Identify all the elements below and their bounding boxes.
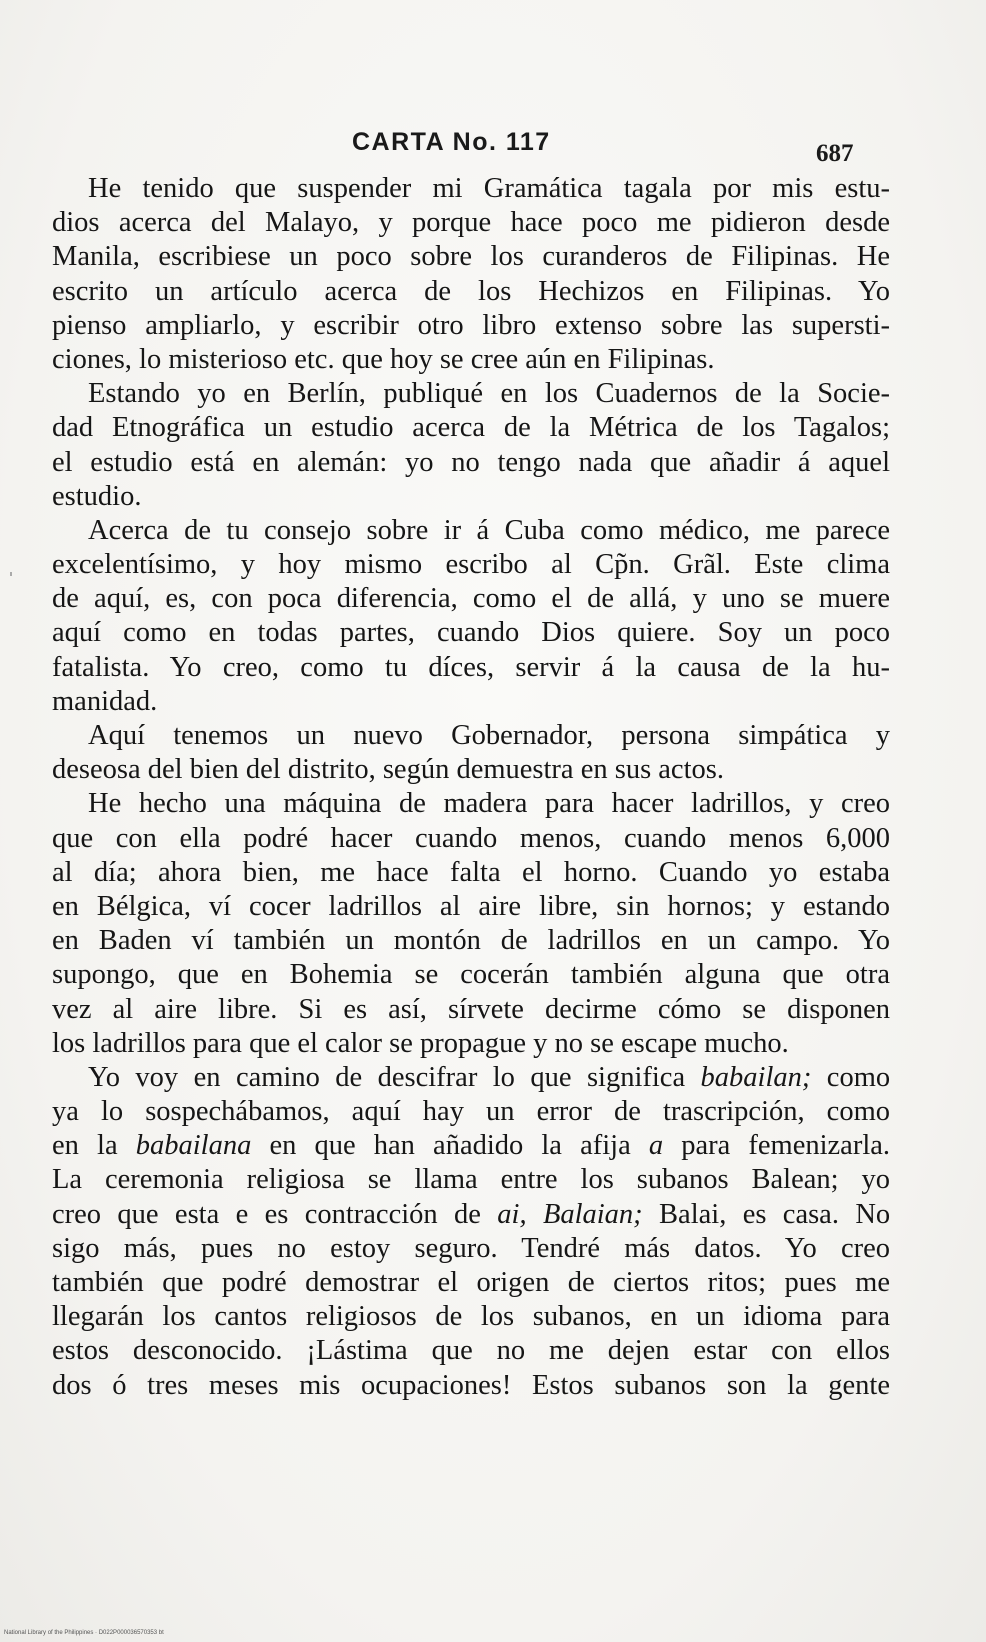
page-header <box>0 128 986 168</box>
text-line: estos desconocido. ¡Lástima que no me dejen estar con ellos <box>52 1335 890 1367</box>
italic-term: babailana <box>135 1130 252 1162</box>
paragraph-6 <box>52 1061 890 1403</box>
paragraph-1 <box>52 172 890 377</box>
text-line: pienso ampliarlo, y escribir otro libro extenso sobre las supersti- <box>52 309 890 341</box>
source-footer: National Library of the Philippines · D022P000036570353 bt <box>4 1630 164 1636</box>
text-line: excelentísimo, y hoy mismo escribo al Cp̃n. Grãl. Este clima <box>52 549 890 581</box>
page-title: CARTA No. 117 <box>352 128 551 156</box>
paragraph-4 <box>52 719 890 787</box>
text-line: manidad. <box>52 685 158 717</box>
text-line: deseosa del bien del distrito, según demuestra en sus actos. <box>52 754 724 786</box>
text-line: llegarán los cantos religiosos de los subanos, en un idioma para <box>52 1301 890 1333</box>
text-line: He tenido que suspender mi Gramática tagala por mis estu- <box>88 173 890 204</box>
text-line: ciones, lo misterioso etc. que hoy se cree aún en Filipinas. <box>52 343 715 375</box>
page-number: 687 <box>816 140 854 167</box>
letter-body <box>52 172 890 1403</box>
text-line: en Bélgica, ví cocer ladrillos al aire libre, sin hornos; y estando <box>52 890 890 922</box>
text-line: en Baden ví también un montón de ladrillos en un campo. Yo <box>52 925 890 957</box>
text-line: Manila, escribiese un poco sobre los curanderos de Filipinas. He <box>52 241 890 273</box>
text-line: aquí como en todas partes, cuando Dios quiere. Soy un poco <box>52 617 890 649</box>
text-line: dad Etnográfica un estudio acerca de la Métrica de los Tagalos; <box>52 412 890 444</box>
text-line: que con ella podré hacer cuando menos, cuando menos 6,000 <box>52 822 890 854</box>
text-line: dios acerca del Malayo, y porque hace poco me pidieron desde <box>52 207 890 239</box>
text-line: en la babailana en que han añadido la afija a para femenizarla. <box>52 1130 891 1162</box>
text-line: He hecho una máquina de madera para hacer ladrillos, y creo <box>88 788 890 820</box>
text-line: Estando yo en Berlín, publiqué en los Cuadernos de la Socie- <box>88 378 890 410</box>
text-line: el estudio está en alemán: yo no tengo nada que añadir á aquel <box>52 446 890 478</box>
text-line: Yo voy en camino de descifrar lo que significa babailan; como <box>88 1061 891 1093</box>
text-line: también que podré demostrar el origen de ciertos ritos; pues me <box>52 1267 890 1298</box>
text-line: Acerca de tu consejo sobre ir á Cuba como médico, me parece <box>88 514 890 546</box>
margin-mark <box>10 572 12 576</box>
text-line: escrito un artículo acerca de los Hechizos en Filipinas. Yo <box>52 275 890 307</box>
text-line: ya lo sospechábamos, aquí hay un error de trascripción, como <box>52 1096 890 1128</box>
text-line: vez al aire libre. Si es así, sírvete decirme cómo se disponen <box>52 993 890 1025</box>
text-line: fatalista. Yo creo, como tu díces, servir á la causa de la hu- <box>52 651 890 683</box>
text-line: estudio. <box>52 480 142 512</box>
text-line: supongo, que en Bohemia se cocerán también alguna que otra <box>52 959 890 991</box>
text-line: creo que esta e es contracción de ai, Balaian; Balai, es casa. No <box>52 1198 891 1230</box>
text-line: al día; ahora bien, me hace falta el horno. Cuando yo estaba <box>52 856 890 888</box>
paragraph-2 <box>52 377 890 514</box>
text-line: sigo más, pues no estoy seguro. Tendré más datos. Yo creo <box>52 1232 890 1264</box>
text-line: de aquí, es, con poca diferencia, como el de allá, y uno se muere <box>52 583 890 615</box>
italic-term: a <box>648 1130 664 1162</box>
italic-term: babailan; <box>700 1061 812 1093</box>
text-line: los ladrillos para que el calor se propague y no se escape mucho. <box>52 1027 789 1059</box>
paragraph-3 <box>52 514 890 719</box>
paragraph-5 <box>52 787 890 1061</box>
text-line: dos ó tres meses mis ocupaciones! Estos subanos son la gente <box>52 1369 890 1401</box>
text-line: Aquí tenemos un nuevo Gobernador, persona simpática y <box>88 720 890 751</box>
text-line: La ceremonia religiosa se llama entre los subanos Balean; yo <box>52 1164 890 1196</box>
italic-term: ai, <box>497 1198 527 1230</box>
italic-term: Balaian; <box>542 1198 643 1230</box>
